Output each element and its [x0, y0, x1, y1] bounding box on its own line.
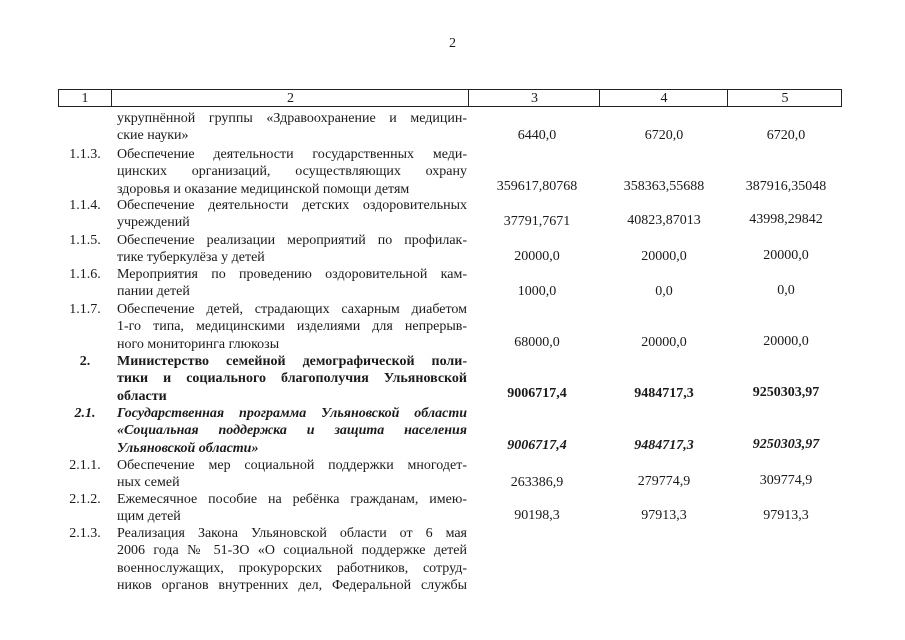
desc-line: области [117, 388, 167, 404]
value-col-4: 0,0 [655, 284, 673, 299]
desc-line: Обеспечение деятельности детских оздоровительных [117, 198, 467, 213]
value-col-4: 9484717,3 [634, 386, 694, 401]
desc-line: Мероприятия по проведению оздоровительной кам- [117, 267, 467, 282]
value-col-5: 309774,9 [759, 473, 813, 488]
row-number: 2. [79, 354, 91, 369]
value-col-4: 20000,0 [641, 249, 687, 264]
desc-line: Обеспечение детей, страдающих сахарным диабетом [117, 302, 467, 317]
page-number: 2 [449, 36, 456, 51]
row-description [117, 266, 467, 301]
desc-line: ников органов внутренних дел, Федеральной службы [117, 578, 467, 594]
value-col-3: 1000,0 [517, 284, 557, 299]
value-col-4: 20000,0 [641, 335, 687, 350]
row-number: 2.1.1. [69, 458, 101, 473]
desc-line: военнослужащих, прокурорских работников, сотруд- [117, 560, 467, 576]
desc-line: ных семей [117, 475, 180, 491]
row-description [117, 301, 467, 353]
row-number: 2.1.2. [69, 492, 101, 507]
desc-line: Обеспечение деятельности государственных меди- [117, 147, 467, 162]
value-col-3: 6440,0 [517, 128, 557, 143]
desc-line: укрупнённой группы «Здравоохранение и медицин- [117, 111, 467, 126]
row-description [117, 232, 467, 267]
desc-line: учреждений [117, 215, 190, 231]
value-col-5: 20000,0 [763, 248, 809, 263]
value-col-4: 97913,3 [641, 508, 687, 523]
desc-line: Ежемесячное пособие на ребёнка гражданам, имею- [117, 492, 467, 507]
desc-line: ного мониторинга глюкозы [117, 336, 280, 352]
value-col-5: 97913,3 [763, 508, 809, 523]
row-description [117, 146, 467, 198]
row-description [117, 110, 467, 145]
desc-line: тики и социального благополучия Ульяновской [117, 371, 467, 387]
row-number: 1.1.4. [69, 198, 101, 213]
row-description [117, 353, 467, 405]
value-col-4: 40823,87013 [627, 213, 701, 228]
value-col-3: 20000,0 [514, 249, 560, 264]
row-description [117, 525, 467, 595]
row-number: 1.1.7. [69, 302, 101, 317]
value-col-3: 9006717,4 [507, 438, 567, 453]
value-col-3: 263386,9 [510, 475, 564, 490]
value-col-5: 43998,29842 [749, 212, 823, 227]
header-col-2: 2 [111, 90, 469, 106]
value-col-4: 6720,0 [644, 128, 684, 143]
value-col-5: 20000,0 [763, 334, 809, 349]
value-col-3: 37791,7671 [503, 214, 571, 229]
header-col-5: 5 [727, 90, 842, 106]
desc-line: 2006 года № 51-ЗО «О социальной поддержке детей [117, 543, 467, 559]
desc-line: цинских организаций, осуществляющих охрану [117, 164, 467, 180]
value-col-3: 68000,0 [514, 335, 560, 350]
value-col-5: 9250303,97 [752, 437, 820, 452]
row-description [117, 491, 467, 526]
desc-line: Обеспечение реализации мероприятий по профилак- [117, 233, 467, 248]
row-description [117, 197, 467, 232]
desc-line: Ульяновской области» [117, 440, 259, 456]
desc-line: Обеспечение мер социальной поддержки многодет- [117, 458, 467, 473]
row-number: 2.1. [74, 406, 96, 421]
value-col-4: 279774,9 [637, 474, 691, 489]
value-col-4: 9484717,3 [634, 438, 694, 453]
header-col-1: 1 [81, 91, 89, 106]
header-col-3: 3 [468, 90, 600, 106]
row-description [117, 405, 467, 457]
header-col-4: 4 [599, 90, 728, 106]
value-col-5: 0,0 [777, 283, 795, 298]
value-col-4: 358363,55688 [623, 179, 705, 194]
desc-line: «Социальная поддержка и защита населения [117, 423, 467, 439]
value-col-3: 359617,80768 [496, 179, 578, 194]
desc-line: Реализация Закона Ульяновской области от 6 мая [117, 526, 467, 541]
desc-line: Министерство семейной демографической поли- [117, 354, 467, 369]
value-col-5: 387916,35048 [745, 179, 827, 194]
desc-line: 1-го типа, медицинскими изделиями для непрерыв- [117, 319, 467, 335]
desc-line: щим детей [117, 509, 181, 525]
row-number: 2.1.3. [69, 526, 101, 541]
desc-line: тике туберкулёза у детей [117, 250, 265, 266]
value-col-5: 9250303,97 [752, 385, 820, 400]
row-number: 1.1.3. [69, 147, 101, 162]
row-number: 1.1.6. [69, 267, 101, 282]
value-col-3: 90198,3 [514, 508, 560, 523]
value-col-5: 6720,0 [766, 128, 806, 143]
row-number: 1.1.5. [69, 233, 101, 248]
value-col-3: 9006717,4 [507, 386, 567, 401]
desc-line: Государственная программа Ульяновской области [117, 406, 467, 421]
desc-line: пании детей [117, 284, 190, 300]
desc-line: здоровья и оказание медицинской помощи детям [117, 181, 410, 197]
table-header [58, 89, 842, 107]
row-description [117, 457, 467, 492]
desc-line: ские науки» [117, 128, 189, 144]
